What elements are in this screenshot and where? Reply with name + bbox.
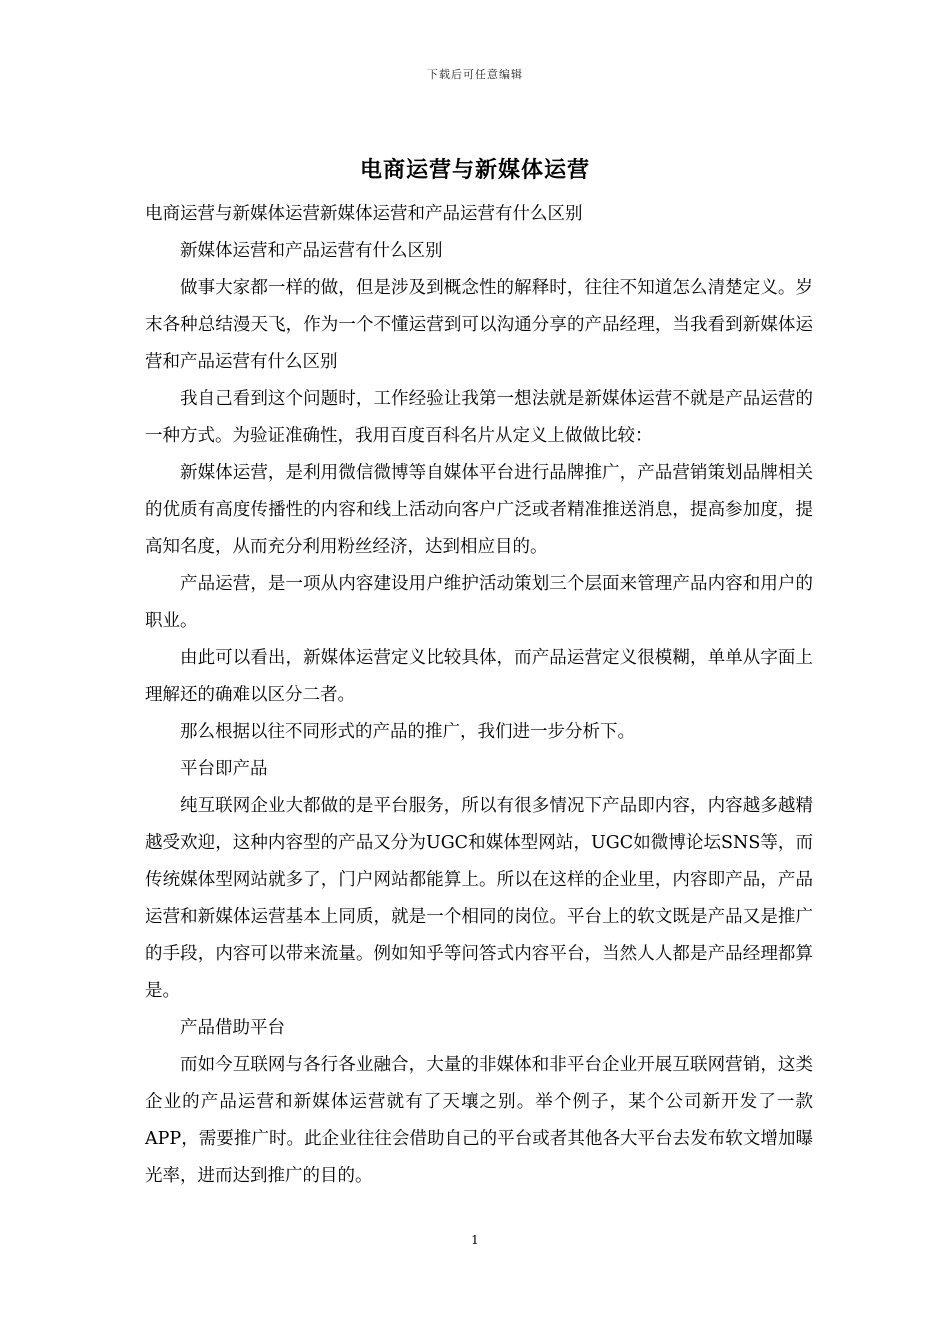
paragraph: 产品运营，是一项从内容建设用户维护活动策划三个层面来管理产品内容和用户的职业。 <box>145 574 813 631</box>
paragraph: 纯互联网企业大都做的是平台服务，所以有很多情况下产品即内容，内容越多越精越受欢迎，这种内容型的产品又分为UGC和媒体型网站，UGC如微博论坛SNS等，而传统媒体型网站就多了，门户网站都能算上。所以在这样的企业里，内容即产品，产品运营和新媒体运营基本上同质，就是一个相同的岗位。平台上的软文既是产品又是推广的手段，内容可以带来流量。例如知乎等问答式内容平台，当然人人都是产品经理都算是。 <box>145 796 813 1001</box>
paragraph: 那么根据以往不同形式的产品的推广，我们进一步分析下。 <box>180 722 635 742</box>
paragraph: 新媒体运营和产品运营有什么区别 <box>180 241 443 261</box>
document-body <box>145 196 813 1195</box>
section-heading: 产品借助平台 <box>180 1018 285 1038</box>
header-note: 下载后可任意编辑 <box>427 68 523 81</box>
paragraph: 由此可以看出，新媒体运营定义比较具体，而产品运营定义很模糊，单单从字面上理解还的确难以区分二者。 <box>145 648 813 705</box>
paragraph: 做事大家都一样的做，但是涉及到概念性的解释时，往往不知道怎么清楚定义。岁末各种总结漫天飞，作为一个不懂运营到可以沟通分享的产品经理，当我看到新媒体运营和产品运营有什么区别 <box>145 278 813 372</box>
paragraph: 电商运营与新媒体运营新媒体运营和产品运营有什么区别 <box>145 204 583 224</box>
document-title: 电商运营与新媒体运营 <box>359 158 590 183</box>
paragraph: 新媒体运营，是利用微信微博等自媒体平台进行品牌推广，产品营销策划品牌相关的优质有高度传播性的内容和线上活动向客户广泛或者精准推送消息，提高参加度，提高知名度，从而充分利用粉丝经济，达到相应目的。 <box>145 463 813 557</box>
paragraph: 我自己看到这个问题时，工作经验让我第一想法就是新媒体运营不就是产品运营的一种方式。为验证准确性，我用百度百科名片从定义上做做比较： <box>145 389 813 446</box>
paragraph: 而如今互联网与各行各业融合，大量的非媒体和非平台企业开展互联网营销，这类企业的产品运营和新媒体运营就有了天壤之别。举个例子，某个公司新开发了一款APP，需要推广时。此企业往往会借助自己的平台或者其他各大平台去发布软文增加曝光率，进而达到推广的目的。 <box>145 1055 813 1186</box>
page-number: 1 <box>471 1233 479 1247</box>
section-heading: 平台即产品 <box>180 759 268 779</box>
